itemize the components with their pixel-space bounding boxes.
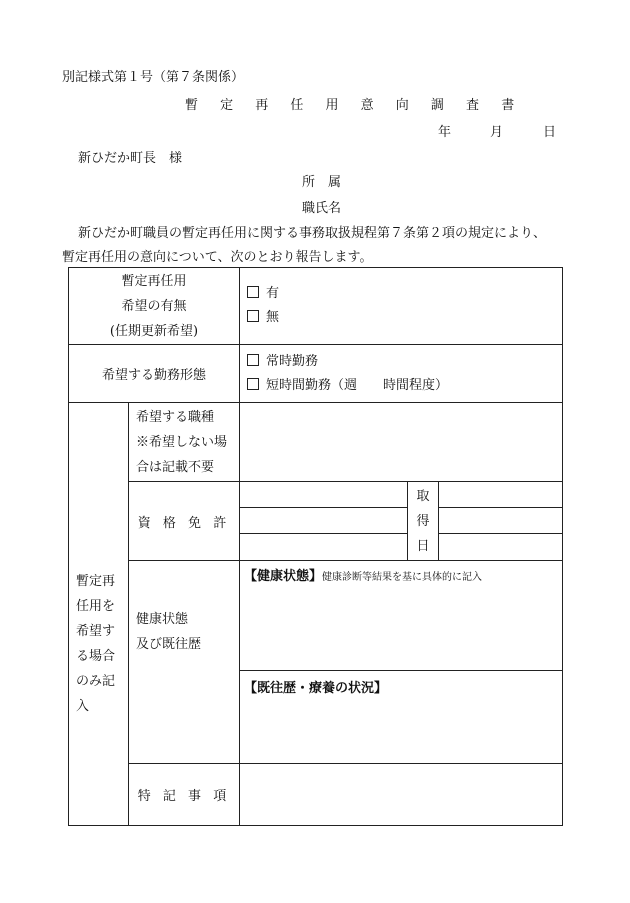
checkbox-icon[interactable]	[247, 378, 259, 390]
remarks-label: 特 記 事 項	[129, 764, 240, 826]
acquisition-date-label: 取 得 日	[408, 482, 439, 561]
health-label: 健康状態 及び既往歴	[129, 561, 240, 764]
health-status-heading: 【健康状態】	[244, 569, 323, 584]
license-field-2[interactable]	[240, 508, 408, 534]
survey-table	[68, 267, 563, 826]
wish-options	[240, 268, 563, 345]
work-type-label: 希望する勤務形態	[69, 345, 240, 403]
date-day-label: 日	[543, 125, 557, 140]
health-status-row	[69, 561, 563, 671]
job-type-field[interactable]	[240, 403, 563, 482]
section-label: 暫定再 任用を 希望す る場合 のみ記 入	[69, 403, 129, 826]
license-row	[69, 482, 563, 508]
intro-line-2: 暫定再任用の意向について、次のとおり報告します。	[62, 250, 373, 265]
name-label: 職氏名	[302, 201, 342, 216]
document-title: 暫 定 再 任 用 意 向 調 査 書	[185, 98, 524, 113]
affiliation-label: 所 属	[302, 175, 342, 190]
intro-line-1: 新ひだか町職員の暫定再任用に関する事務取扱規程第７条第２項の規定により、	[78, 226, 547, 241]
health-status-note: 健康診断等結果を基に具体的に記入	[322, 572, 483, 583]
acquisition-date-field-2[interactable]	[439, 508, 563, 534]
remarks-field[interactable]	[240, 764, 563, 826]
date-year-label: 年	[438, 125, 452, 140]
medical-history-heading: 【既往歴・療養の状況】	[244, 681, 388, 696]
license-label: 資 格 免 許	[129, 482, 240, 561]
checkbox-icon[interactable]	[247, 286, 259, 298]
work-type-row	[69, 345, 563, 403]
acquisition-date-field-1[interactable]	[439, 482, 563, 508]
job-type-row	[69, 403, 563, 482]
license-field-3[interactable]	[240, 534, 408, 561]
wish-option-yes[interactable]: 有	[247, 282, 562, 306]
checkbox-icon[interactable]	[247, 354, 259, 366]
checkbox-icon[interactable]	[247, 310, 259, 322]
form-number: 別記様式第１号（第７条関係）	[62, 70, 245, 85]
acquisition-date-field-3[interactable]	[439, 534, 563, 561]
wish-option-no[interactable]: 無	[247, 306, 562, 330]
work-type-options	[240, 345, 563, 403]
work-type-option-fulltime[interactable]: 常時勤務	[247, 350, 562, 374]
license-field-1[interactable]	[240, 482, 408, 508]
remarks-row	[69, 764, 563, 826]
wish-label: 暫定再任用 希望の有無 (任期更新希望)	[69, 268, 240, 345]
medical-history-field[interactable]	[240, 671, 563, 764]
addressee: 新ひだか町長 様	[78, 151, 183, 166]
wish-row	[69, 268, 563, 345]
health-status-field[interactable]	[240, 561, 563, 671]
work-type-option-parttime[interactable]: 短時間勤務（週 時間程度）	[247, 374, 562, 398]
job-type-label: 希望する職種 ※希望しない場 合は記載不要	[129, 403, 240, 482]
date-month-label: 月	[490, 125, 504, 140]
